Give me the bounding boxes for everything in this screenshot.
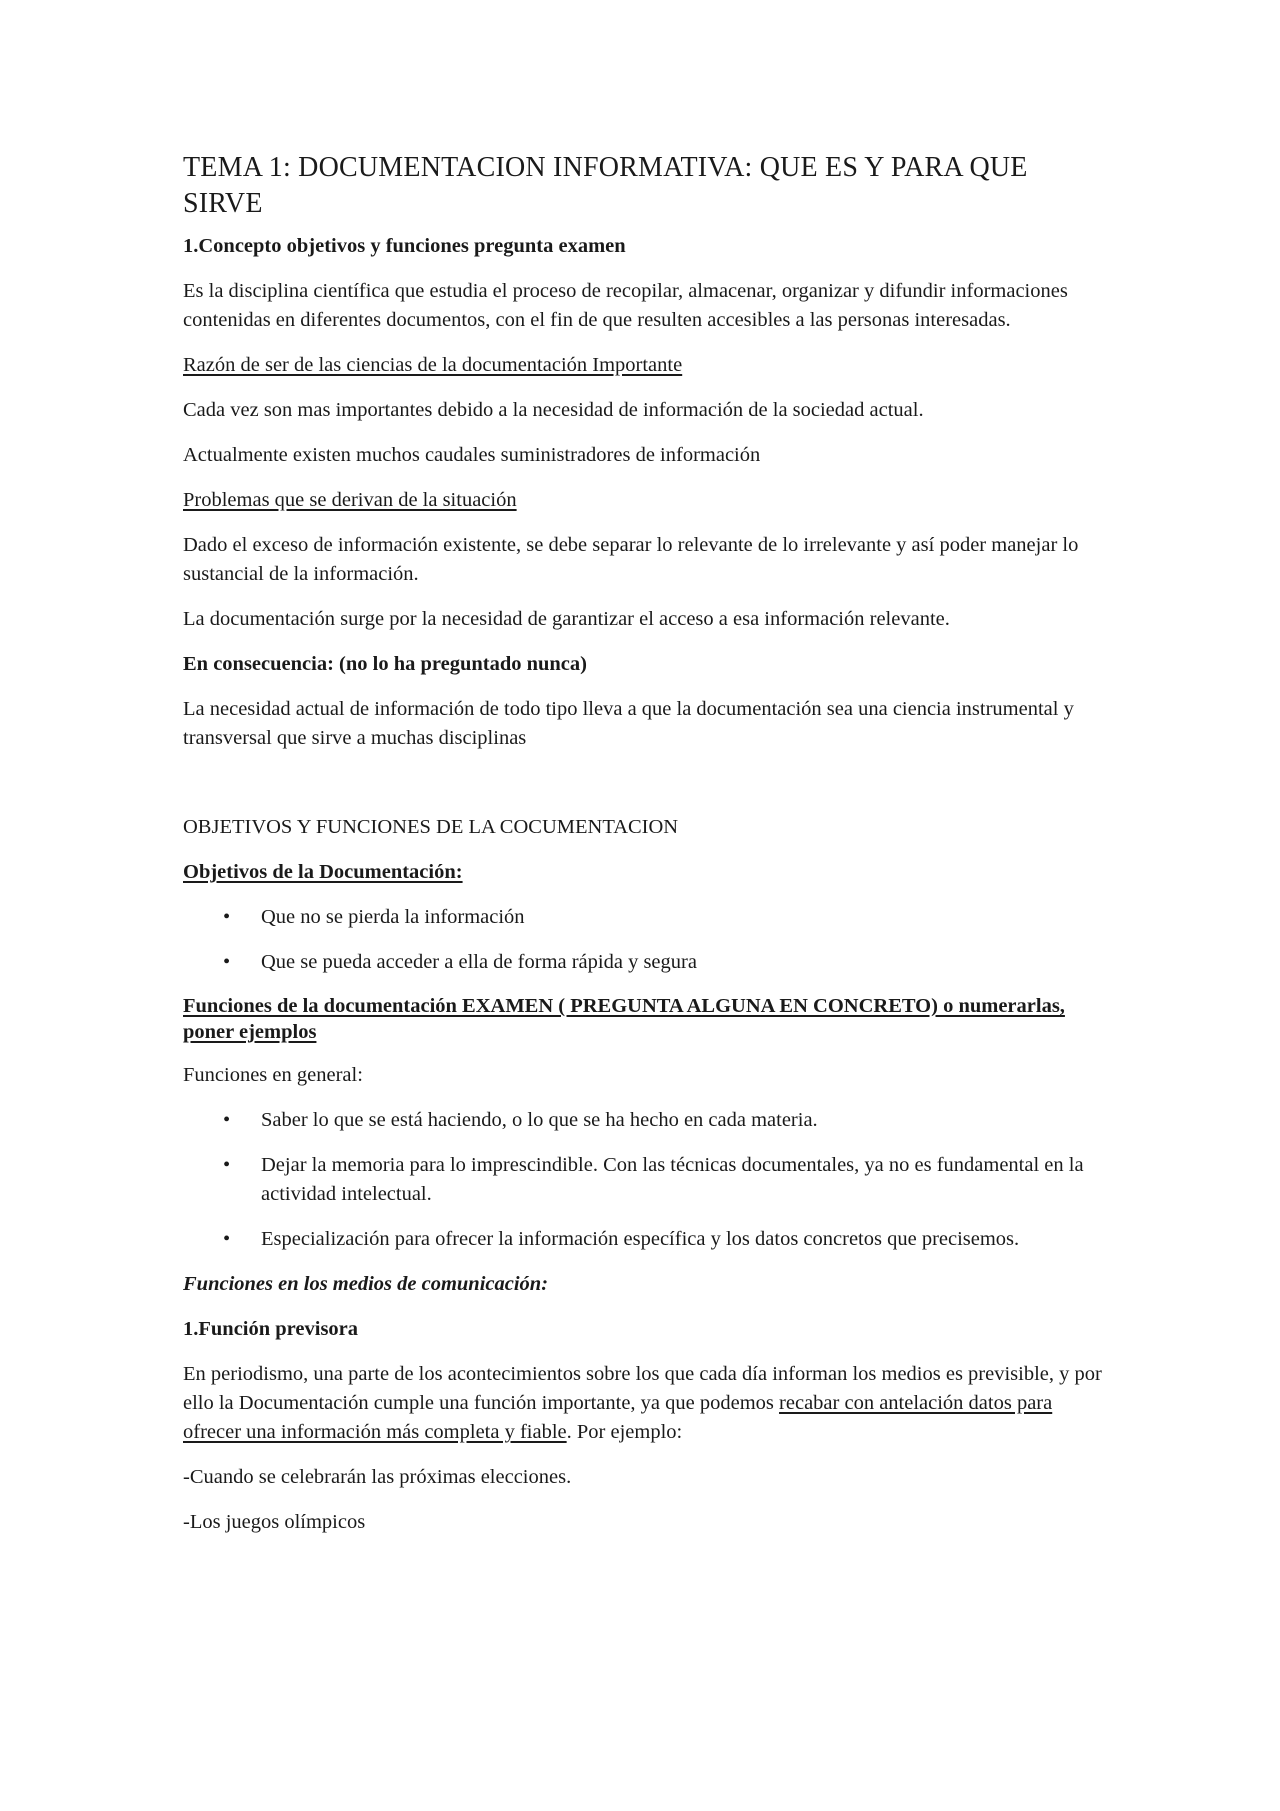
bullet-icon: • [223,951,231,973]
list-item [183,1151,1103,1209]
ejemplo-2: -Los juegos olímpicos [183,1511,366,1533]
razon-heading [183,351,1103,380]
problemas-paragraph-2: La documentación surge por la necesidad de garantizar el acceso a esa información relevante. [183,608,950,630]
razon-paragraph-2: Actualmente existen muchos caudales suministradores de información [183,444,761,466]
objetivos-heading [183,858,1103,887]
problemas-heading-text: Problemas que se derivan de la situación [183,489,517,511]
razon-heading-text: Razón de ser de las ciencias de la documentación Importante [183,354,683,376]
consecuencia-paragraph: La necesidad actual de información de todo tipo lleva a que la documentación sea una ciencia instrumental y transversal que sirve a muchas disciplinas [183,698,1074,749]
bullet-icon: • [223,1154,231,1176]
previsora-text-underlined: recabar con antelación datos para ofrecer una información más completa y fiable [183,1392,1053,1443]
razon-paragraph-1: Cada vez son mas importantes debido a la necesidad de información de la sociedad actual. [183,399,924,421]
list-item [183,903,1103,932]
funcion-previsora-heading: 1.Función previsora [183,1318,359,1340]
list-item-text: Saber lo que se está haciendo, o lo que se ha hecho en cada materia. [261,1109,818,1131]
bullet-icon: • [223,906,231,928]
funciones-general-list [183,1106,1103,1254]
previsora-text-end: . Por ejemplo: [566,1421,683,1443]
previsora-text-start: En periodismo, una parte de los acontecimientos sobre los que cada día informan los medios es previsible, y por ello la Documentación cumple una función importante, ya que podemos [183,1363,1102,1414]
list-item-text: Especialización para ofrecer la información específica y los datos concretos que precisemos. [261,1228,1020,1250]
funciones-general-label: Funciones en general: [183,1064,363,1086]
list-item [183,1225,1103,1254]
ejemplo-1: -Cuando se celebrarán las próximas elecciones. [183,1466,572,1488]
problemas-paragraph-1: Dado el exceso de información existente, se debe separar lo relevante de lo irrelevante y así poder manejar lo sustancial de la información. [183,534,1079,585]
list-item-text: Dejar la memoria para lo imprescindible. Con las técnicas documentales, ya no es fundamental en la actividad intelectual. [261,1154,1084,1205]
objetivos-list [183,903,1103,977]
list-item-text: Que no se pierda la información [261,906,525,928]
problemas-heading [183,486,1103,515]
objetivos-section-title: OBJETIVOS Y FUNCIONES DE LA COCUMENTACION [183,816,679,838]
definition-paragraph: Es la disciplina científica que estudia el proceso de recopilar, almacenar, organizar y difundir informaciones contenidas en diferentes documentos, con el fin de que resulten accesibles a las personas interesadas. [183,280,1068,331]
previsora-paragraph [183,1360,1103,1447]
bullet-icon: • [223,1109,231,1131]
list-item [183,1106,1103,1135]
document-page [183,150,1103,1553]
funciones-heading [183,993,1103,1045]
section-heading-concepto: 1.Concepto objetivos y funciones pregunta examen [183,235,626,257]
list-item [183,948,1103,977]
funciones-heading-text: Funciones de la documentación EXAMEN ( PREGUNTA ALGUNA EN CONCRETO) o numerarlas, poner ejemplos [183,995,1065,1043]
consecuencia-heading: En consecuencia: (no lo ha preguntado nunca) [183,653,587,675]
funciones-medios-heading: Funciones en los medios de comunicación: [183,1273,549,1295]
bullet-icon: • [223,1228,231,1250]
blank-line [183,769,1103,813]
page-title: TEMA 1: DOCUMENTACION INFORMATIVA: QUE ES Y PARA QUE SIRVE [183,152,1028,219]
objetivos-heading-text: Objetivos de la Documentación: [183,861,463,883]
list-item-text: Que se pueda acceder a ella de forma rápida y segura [261,951,697,973]
